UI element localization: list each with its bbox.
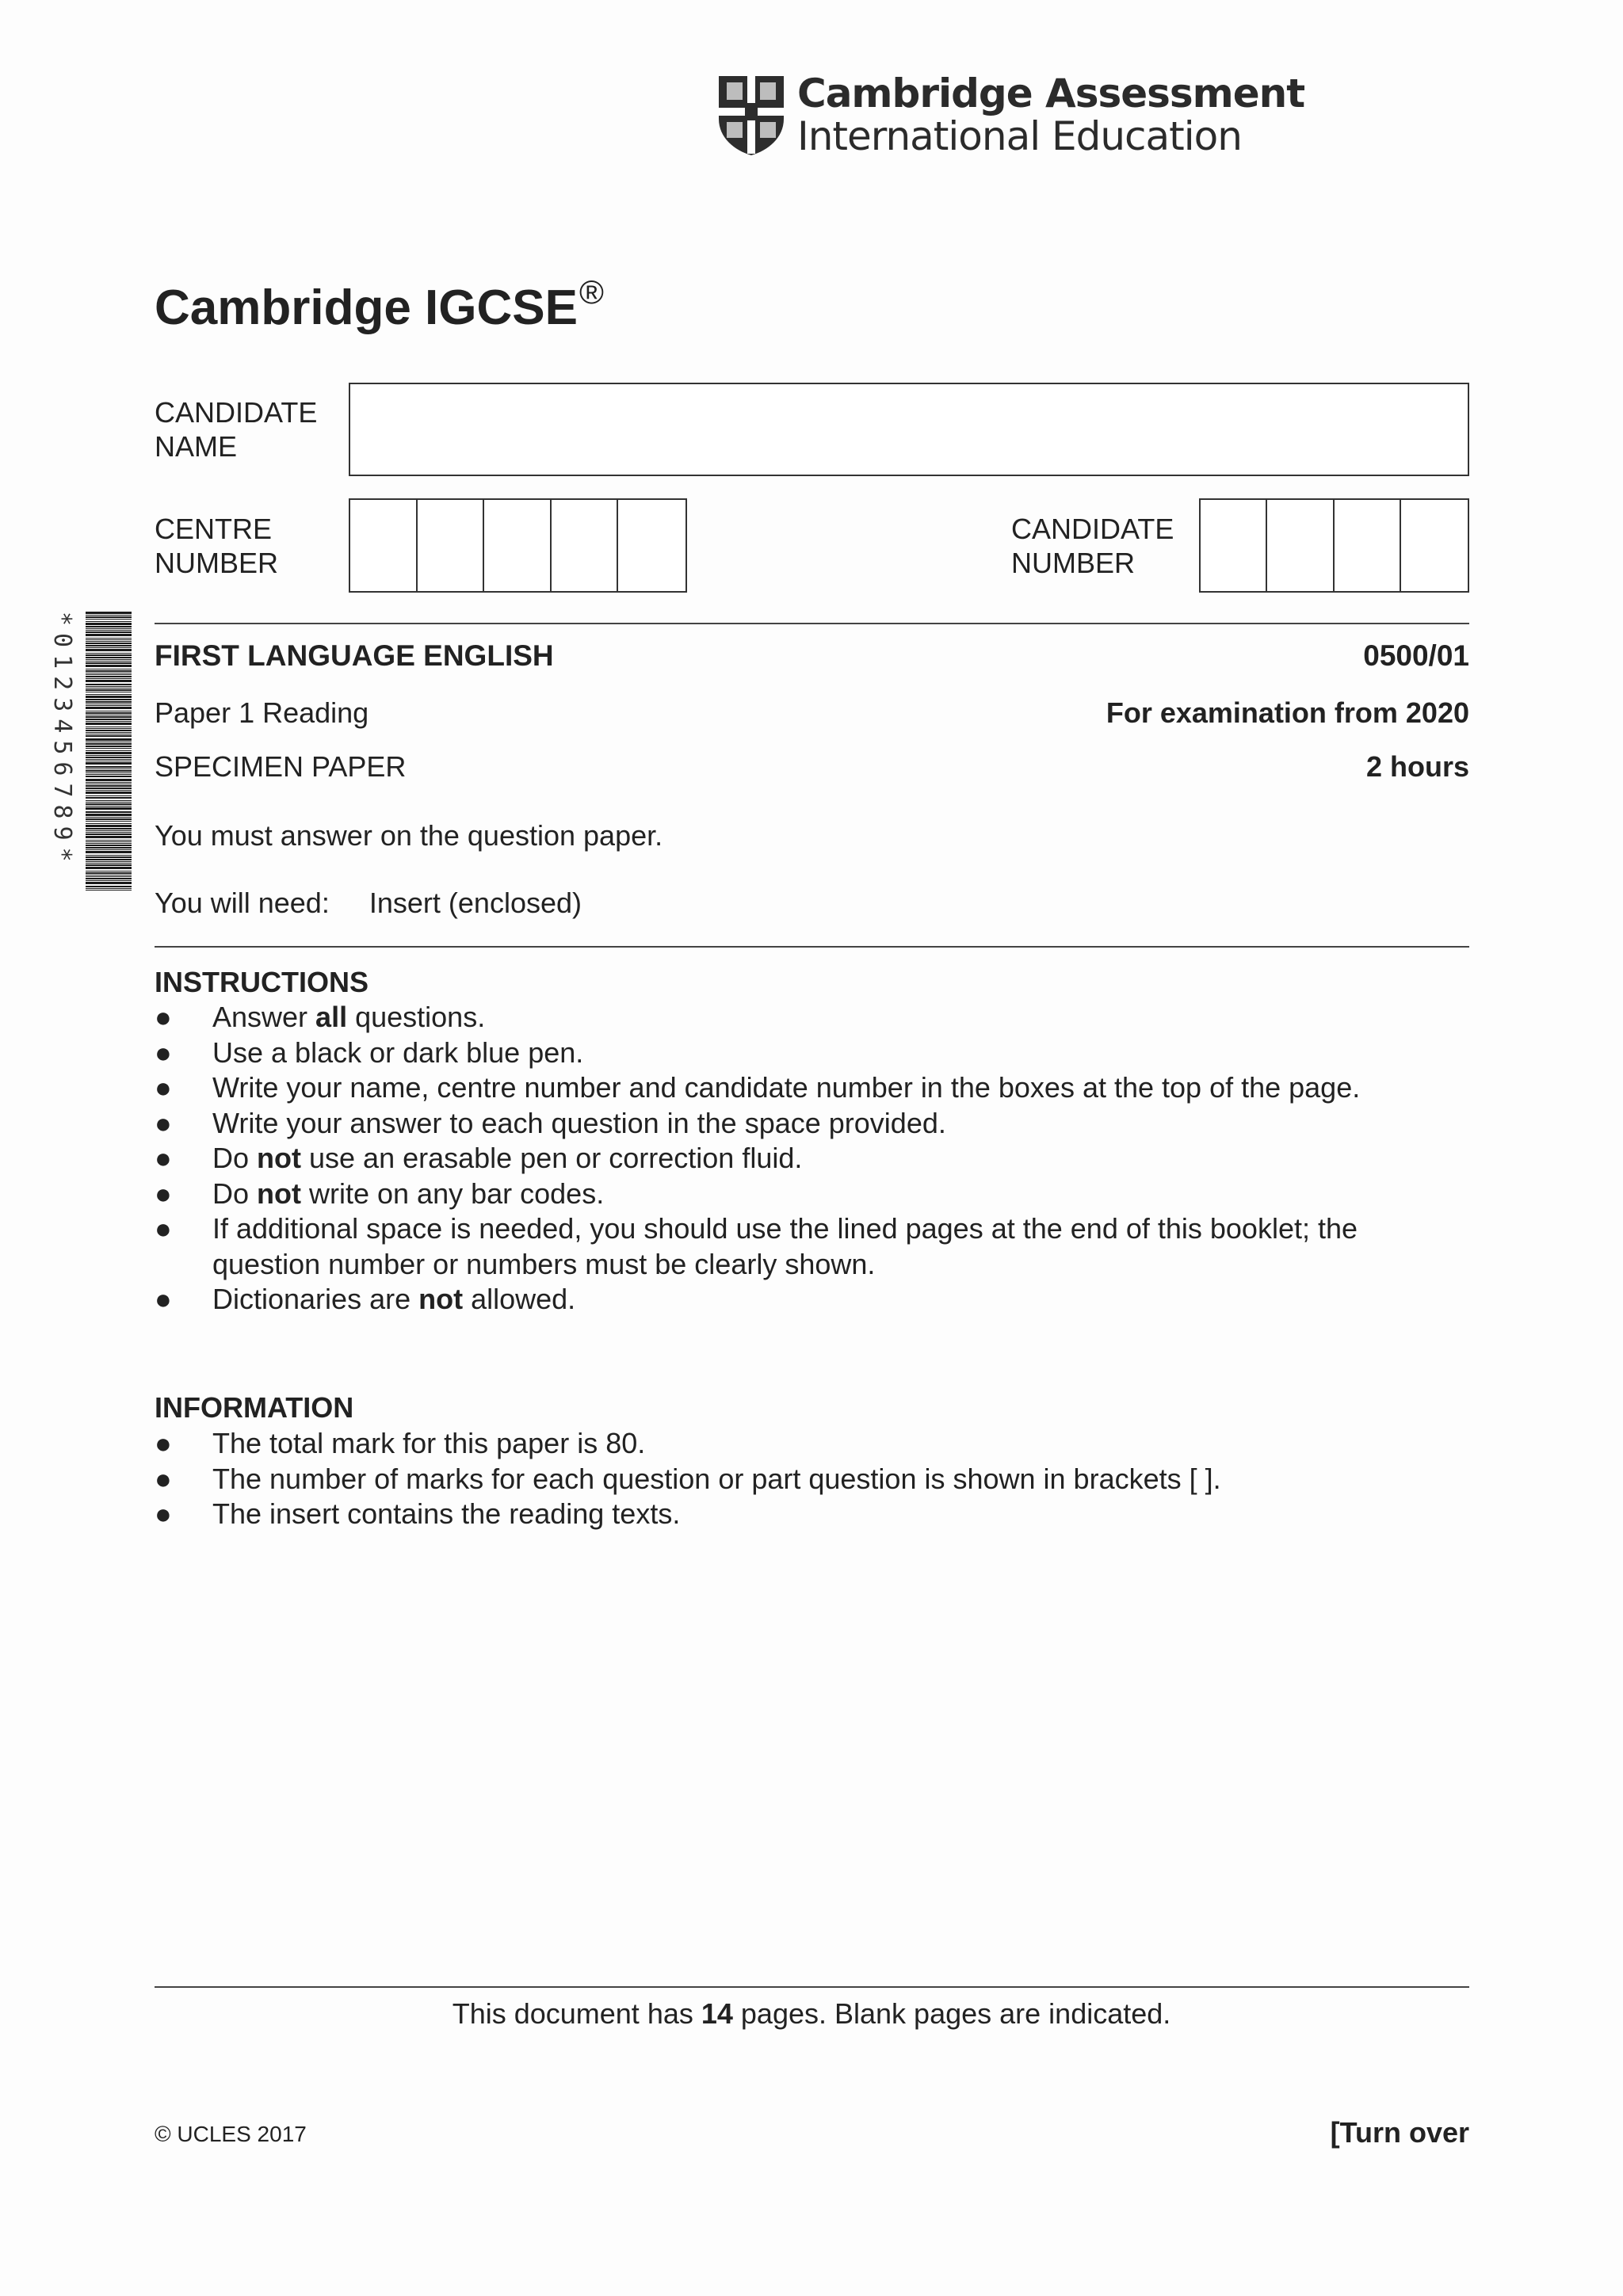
barcode-bar bbox=[86, 712, 132, 714]
bullet-icon: ● bbox=[155, 1497, 172, 1530]
instructions-list bbox=[155, 1000, 1470, 1318]
barcode-bar bbox=[86, 701, 132, 703]
bullet-icon: ● bbox=[155, 1071, 172, 1104]
divider bbox=[155, 1986, 1469, 1988]
barcode-bar bbox=[86, 859, 132, 860]
barcode-bar bbox=[86, 657, 132, 658]
barcode-bar bbox=[86, 841, 132, 842]
instruction-item bbox=[155, 1177, 1470, 1212]
barcode-bar bbox=[86, 832, 132, 833]
barcode-bar bbox=[86, 863, 132, 864]
barcode-bar bbox=[86, 880, 132, 881]
need-item: Insert (enclosed) bbox=[369, 887, 582, 919]
barcode-bar bbox=[86, 776, 132, 777]
candidate-name-label bbox=[155, 395, 317, 463]
instruction-text: Do bbox=[212, 1142, 258, 1174]
barcode-bar bbox=[86, 770, 132, 772]
barcode-bar bbox=[86, 759, 132, 760]
instruction-text: write on any bar codes. bbox=[301, 1177, 605, 1210]
bullet-icon: ● bbox=[155, 1106, 172, 1139]
instruction-item bbox=[155, 1035, 1470, 1071]
exam-from: For examination from 2020 bbox=[1106, 696, 1469, 729]
barcode-bar bbox=[86, 678, 132, 679]
barcode-bar bbox=[86, 847, 132, 849]
information-text: The number of marks for each question or part question is shown in brackets [ ]. bbox=[212, 1462, 1221, 1495]
instruction-text: Write your name, centre number and candidate number in the boxes at the top of the page. bbox=[212, 1071, 1361, 1104]
barcode-bar bbox=[86, 630, 132, 631]
bullet-icon: ● bbox=[155, 1142, 172, 1174]
barcode-bar bbox=[86, 680, 132, 682]
need-label: You will need: bbox=[155, 887, 330, 919]
barcode-bar bbox=[86, 643, 132, 644]
barcode-bar bbox=[86, 790, 132, 791]
candidate-number-label-line-1: CANDIDATE bbox=[1011, 513, 1174, 545]
turn-over: [Turn over bbox=[1330, 2116, 1469, 2149]
instruction-text: Use a black or dark blue pen. bbox=[212, 1035, 584, 1069]
candidate-name-label-line-1: CANDIDATE bbox=[155, 396, 318, 429]
barcode-bar bbox=[86, 797, 132, 799]
candidate-number-digit-box[interactable] bbox=[1335, 500, 1401, 591]
centre-number-digit-box[interactable] bbox=[350, 500, 418, 591]
barcode-bar bbox=[86, 766, 132, 768]
candidate-name-field[interactable] bbox=[349, 383, 1469, 476]
barcode-bar bbox=[86, 615, 132, 616]
cambridge-assessment-logo bbox=[716, 71, 1305, 160]
brand-name: Cambridge IGCSE bbox=[155, 280, 578, 335]
bullet-icon: ● bbox=[155, 1283, 172, 1315]
instruction-text: Write your answer to each question in the space provided. bbox=[212, 1106, 946, 1139]
instruction-text: If additional space is needed, you should use the lined pages at the end of this booklet; the question number or numbers must be clearly shown. bbox=[212, 1212, 1358, 1280]
barcode-bar bbox=[86, 806, 132, 807]
instruction-emphasis: not bbox=[418, 1283, 464, 1315]
barcode-bar bbox=[86, 757, 132, 758]
information-heading: INFORMATION bbox=[155, 1391, 354, 1424]
copyright: © UCLES 2017 bbox=[155, 2122, 307, 2146]
barcode-bar bbox=[86, 748, 132, 749]
barcode-bar bbox=[86, 762, 132, 765]
barcode-bar bbox=[86, 641, 132, 642]
barcode-bar bbox=[86, 665, 132, 667]
instruction-item bbox=[155, 1141, 1470, 1177]
candidate-number-digit-box[interactable] bbox=[1401, 500, 1468, 591]
barcode-bar bbox=[86, 612, 132, 614]
barcode-bar bbox=[86, 730, 132, 731]
barcode-bar bbox=[86, 621, 132, 622]
instruction-text: Answer bbox=[212, 1001, 316, 1033]
barcode-bar bbox=[86, 851, 132, 853]
logo-line-2: International Education bbox=[797, 113, 1242, 159]
information-item bbox=[155, 1462, 1470, 1497]
barcode-bar bbox=[86, 782, 132, 783]
barcode-bar bbox=[86, 788, 132, 789]
barcode-bar bbox=[86, 738, 132, 741]
barcode-bar bbox=[86, 890, 132, 891]
barcode-bar bbox=[86, 732, 132, 733]
centre-number-digit-box[interactable] bbox=[552, 500, 619, 591]
barcode-bar bbox=[86, 802, 132, 803]
information-list bbox=[155, 1426, 1470, 1532]
centre-number-digit-box[interactable] bbox=[418, 500, 485, 591]
barcode-bar bbox=[86, 803, 132, 805]
paper-type: SPECIMEN PAPER bbox=[155, 750, 407, 783]
barcode-bar bbox=[86, 659, 132, 660]
centre-number-label-line-2: NUMBER bbox=[155, 547, 279, 579]
barcode-bar bbox=[86, 689, 132, 691]
barcode-bar bbox=[86, 785, 132, 787]
bullet-icon: ● bbox=[155, 1177, 172, 1210]
instruction-item bbox=[155, 1106, 1470, 1142]
barcode-bar bbox=[86, 638, 132, 639]
barcode-bar bbox=[86, 639, 132, 640]
barcode-bar bbox=[86, 807, 132, 810]
barcode-bar bbox=[86, 676, 132, 677]
instruction-text: questions. bbox=[347, 1001, 486, 1033]
barcode-bar bbox=[86, 779, 132, 781]
barcode-bar bbox=[86, 888, 132, 889]
barcode-bar bbox=[86, 861, 132, 862]
barcode-bar bbox=[86, 830, 132, 831]
centre-number-label bbox=[155, 512, 278, 580]
barcode-bar bbox=[86, 818, 132, 820]
information-text: The total mark for this paper is 80. bbox=[212, 1427, 646, 1459]
materials-needed bbox=[155, 886, 582, 921]
barcode-bar bbox=[86, 619, 132, 620]
centre-number-digit-box[interactable] bbox=[484, 500, 552, 591]
barcode-bar bbox=[86, 755, 132, 756]
bullet-icon: ● bbox=[155, 1001, 172, 1033]
information-item bbox=[155, 1426, 1470, 1462]
barcode-bar bbox=[86, 867, 132, 869]
barcode-bar bbox=[86, 616, 132, 618]
barcode-bar bbox=[86, 674, 132, 675]
barcode-bar bbox=[86, 707, 132, 709]
barcode-bar bbox=[86, 662, 132, 664]
logo-line-1: Cambridge Assessment bbox=[797, 71, 1305, 116]
barcode-bar bbox=[86, 856, 132, 858]
barcode-bar bbox=[86, 791, 132, 794]
instruction-text: allowed. bbox=[463, 1283, 576, 1315]
barcode-bar bbox=[86, 654, 132, 656]
barcode-bar bbox=[86, 872, 132, 874]
information-text: The insert contains the reading texts. bbox=[212, 1497, 681, 1530]
barcode-bar bbox=[86, 811, 132, 813]
barcode-bar bbox=[86, 772, 132, 773]
barcode-bar bbox=[86, 878, 132, 879]
barcode-bar bbox=[86, 840, 132, 841]
bullet-icon: ● bbox=[155, 1462, 172, 1495]
candidate-number-digit-box[interactable] bbox=[1267, 500, 1334, 591]
barcode-bar bbox=[86, 653, 132, 654]
barcode-bar bbox=[86, 814, 132, 816]
barcode-bar bbox=[86, 795, 132, 796]
barcode-bar bbox=[86, 828, 132, 830]
divider bbox=[155, 946, 1469, 948]
barcode-bar bbox=[86, 686, 132, 687]
barcode-bar bbox=[86, 855, 132, 856]
centre-number-boxes bbox=[349, 498, 687, 593]
page-count-note bbox=[0, 1997, 1623, 2031]
barcode-bar bbox=[86, 670, 132, 672]
paper-code: 0500/01 bbox=[1363, 639, 1469, 672]
barcode-bar bbox=[86, 774, 132, 775]
barcode-bar bbox=[86, 728, 132, 729]
barcode-bar bbox=[86, 743, 132, 745]
barcode-bar bbox=[86, 623, 132, 625]
instructions-heading: INSTRUCTIONS bbox=[155, 966, 369, 998]
answer-note: You must answer on the question paper. bbox=[155, 819, 663, 852]
barcode-bar bbox=[86, 886, 132, 887]
barcode-bar bbox=[86, 746, 132, 747]
university-crest-icon bbox=[716, 73, 787, 157]
instruction-emphasis: not bbox=[257, 1142, 301, 1174]
instruction-item bbox=[155, 1000, 1470, 1035]
instruction-item bbox=[155, 1282, 1470, 1318]
candidate-name-label-line-2: NAME bbox=[155, 430, 238, 463]
barcode-bar bbox=[86, 699, 132, 700]
instruction-emphasis: not bbox=[257, 1177, 301, 1210]
centre-number-digit-box[interactable] bbox=[618, 500, 685, 591]
barcode-bar bbox=[86, 628, 132, 629]
barcode-bar bbox=[86, 876, 132, 877]
barcode-bar bbox=[86, 821, 132, 822]
paper-name: Paper 1 Reading bbox=[155, 696, 369, 729]
barcode-bar bbox=[86, 719, 132, 720]
barcode-bar bbox=[86, 882, 132, 884]
registered-mark: ® bbox=[579, 273, 604, 311]
barcode-bar bbox=[86, 800, 132, 801]
barcode-bar bbox=[86, 626, 132, 627]
barcode-bar bbox=[86, 716, 132, 718]
instruction-item bbox=[155, 1211, 1470, 1282]
barcode-bar bbox=[86, 825, 132, 827]
instruction-item bbox=[155, 1070, 1470, 1106]
barcode-bar bbox=[86, 817, 132, 818]
barcode-bar bbox=[86, 849, 132, 850]
candidate-number-digit-box[interactable] bbox=[1201, 500, 1267, 591]
barcode-bar bbox=[86, 752, 132, 754]
barcode-bar bbox=[86, 843, 132, 844]
barcode-digits: *0123456789* bbox=[48, 612, 76, 869]
page-count: 14 bbox=[701, 1997, 733, 2030]
page-title bbox=[155, 273, 604, 336]
instruction-emphasis: all bbox=[315, 1001, 348, 1033]
barcode-bar bbox=[86, 694, 132, 695]
barcode-bar bbox=[86, 864, 132, 866]
barcode-bar bbox=[86, 696, 132, 698]
candidate-number-label bbox=[1011, 512, 1174, 580]
barcode-icon bbox=[86, 612, 132, 891]
barcode-bar bbox=[86, 645, 132, 646]
subject-title: FIRST LANGUAGE ENGLISH bbox=[155, 639, 554, 672]
barcode-bar bbox=[86, 735, 132, 737]
bullet-icon: ● bbox=[155, 1212, 172, 1245]
barcode-bar bbox=[86, 705, 132, 706]
barcode-bar bbox=[86, 721, 132, 722]
page-count-pre: This document has bbox=[452, 1997, 701, 2030]
instruction-text: Do bbox=[212, 1177, 258, 1210]
bullet-icon: ● bbox=[155, 1035, 172, 1069]
instruction-text: use an erasable pen or correction fluid. bbox=[301, 1142, 803, 1174]
information-item bbox=[155, 1497, 1470, 1532]
barcode-bar bbox=[86, 649, 132, 651]
barcode-bar bbox=[86, 647, 132, 648]
candidate-number-boxes bbox=[1199, 498, 1469, 593]
barcode-bar bbox=[86, 723, 132, 725]
barcode-bar bbox=[86, 634, 132, 636]
centre-number-label-line-1: CENTRE bbox=[155, 513, 273, 545]
barcode-bar bbox=[86, 845, 132, 846]
bullet-icon: ● bbox=[155, 1427, 172, 1459]
candidate-number-label-line-2: NUMBER bbox=[1011, 547, 1136, 579]
instruction-text: Dictionaries are bbox=[212, 1283, 419, 1315]
barcode-bar bbox=[86, 661, 132, 662]
duration: 2 hours bbox=[1365, 750, 1469, 783]
divider bbox=[155, 623, 1469, 624]
barcode-bar bbox=[86, 631, 132, 633]
barcode-bar bbox=[86, 684, 132, 685]
barcode-bar bbox=[86, 750, 132, 751]
barcode-bar bbox=[86, 833, 132, 835]
barcode-bar bbox=[86, 823, 132, 824]
page-count-post: pages. Blank pages are indicated. bbox=[732, 1997, 1171, 2030]
barcode-bar bbox=[86, 836, 132, 838]
